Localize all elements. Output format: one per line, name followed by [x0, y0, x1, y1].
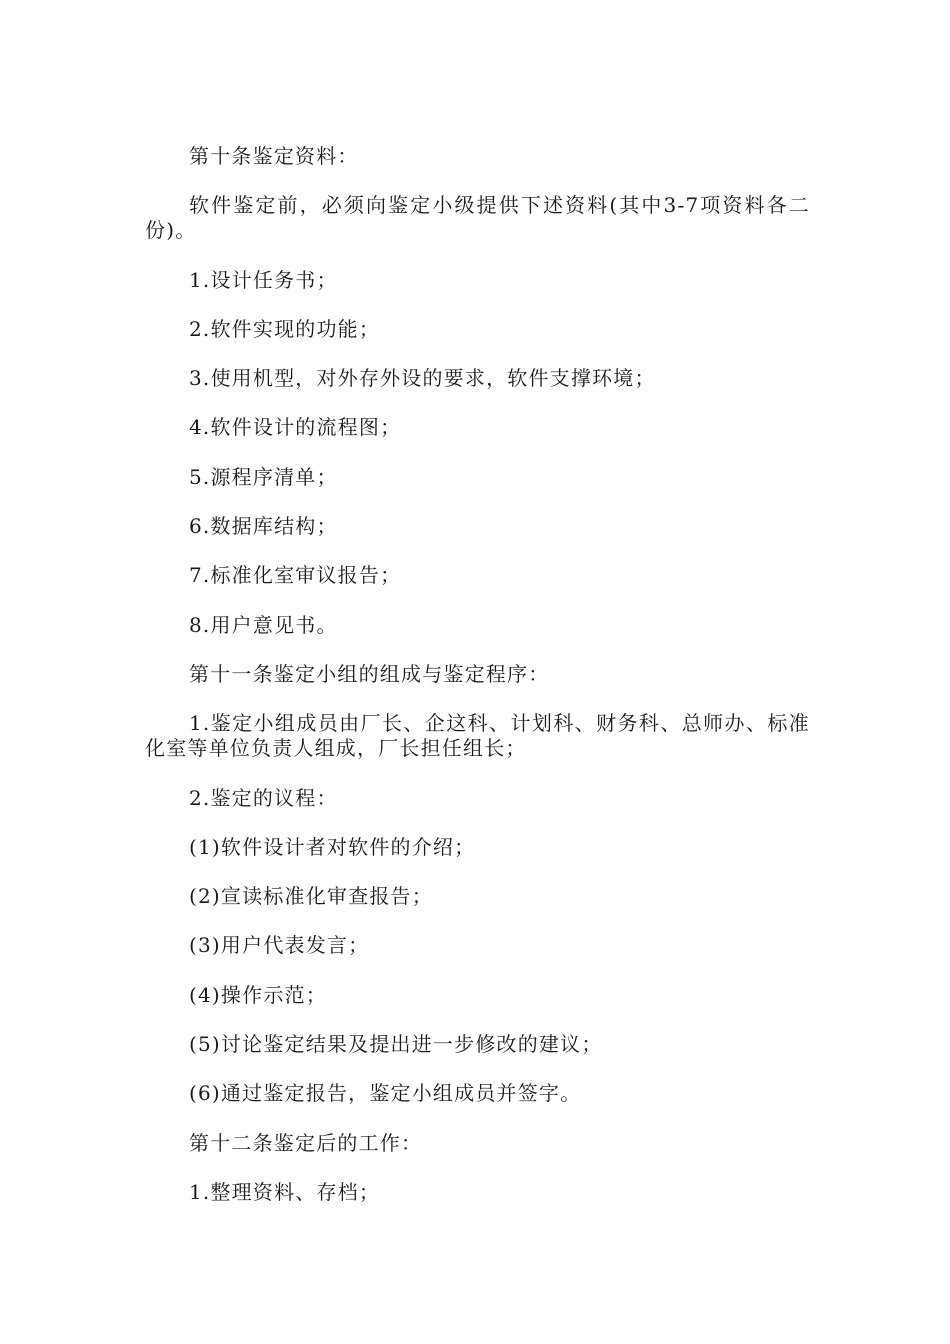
sub-list-item: (6)通过鉴定报告，鉴定小组成员并签字。: [189, 1081, 582, 1106]
sub-list-item: (1)软件设计者对软件的介绍；: [189, 834, 476, 859]
list-item: 2.鉴定的议程：: [189, 785, 338, 810]
list-item: 8.用户意见书。: [189, 612, 338, 637]
heading-article-11: 第十一条鉴定小组的组成与鉴定程序：: [189, 661, 550, 686]
list-item: 1.设计任务书；: [189, 267, 338, 292]
sub-list-item: (3)用户代表发言；: [189, 933, 370, 958]
paragraph-intro: 软件鉴定前，必须向鉴定小级提供下述资料(其中3-7项资料各二份)。: [145, 193, 810, 243]
list-item: 4.软件设计的流程图；: [189, 415, 402, 440]
document-body: [145, 144, 810, 1229]
list-item: 2.软件实现的功能；: [189, 316, 381, 341]
sub-list-item: (4)操作示范；: [189, 982, 327, 1007]
sub-list-item: (2)宣读标准化审查报告；: [189, 884, 433, 909]
list-item: 5.源程序清单；: [189, 464, 338, 489]
heading-article-12: 第十二条鉴定后的工作：: [189, 1130, 423, 1155]
list-item: 1.整理资料、存档；: [189, 1179, 381, 1204]
sub-list-item: (5)讨论鉴定结果及提出进一步修改的建议；: [189, 1032, 603, 1057]
list-item: 1.鉴定小组成员由厂长、企这科、计划科、财务科、总师办、标准化室等单位负责人组成，厂长担任组长；: [145, 711, 810, 761]
list-item: 3.使用机型，对外存外设的要求，软件支撑环境；: [189, 366, 656, 391]
list-item: 7.标准化室审议报告；: [189, 563, 402, 588]
list-item: 6.数据库结构；: [189, 514, 338, 539]
heading-article-10: 第十条鉴定资料：: [189, 144, 359, 168]
